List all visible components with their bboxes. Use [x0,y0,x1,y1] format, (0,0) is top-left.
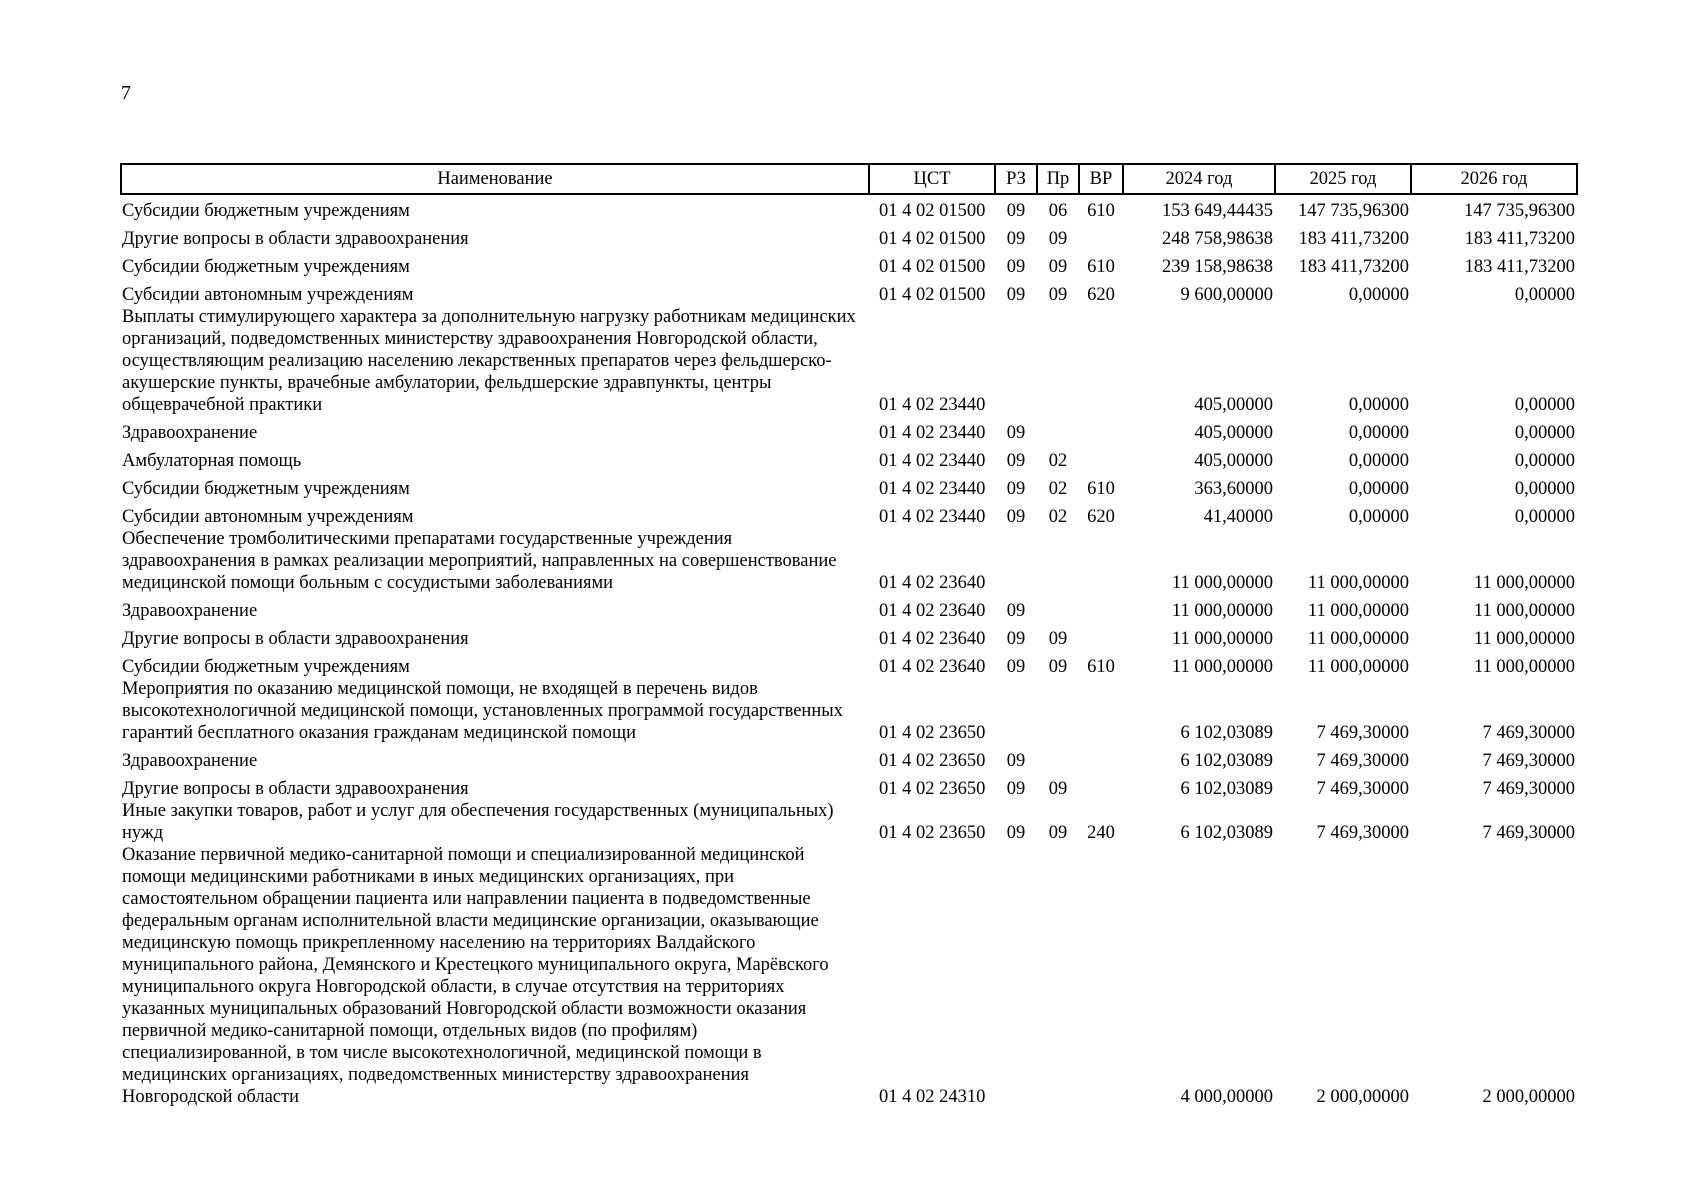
cell-cst: 01 4 02 23650 [879,779,986,799]
cell-2024: 405,00000 [1194,423,1273,443]
cell-2025: 7 469,30000 [1316,751,1409,771]
cell-rz: 09 [1006,451,1026,471]
cell-2025: 7 469,30000 [1316,723,1409,743]
cell-rz: 09 [1006,257,1026,277]
cell-2024: 405,00000 [1194,395,1273,415]
cell-2024: 6 102,03089 [1180,779,1273,799]
cell-2024: 11 000,00000 [1171,601,1273,621]
cell-pr: 09 [1048,779,1068,799]
cell-2024: 11 000,00000 [1171,629,1273,649]
header-pr: Пр [1037,164,1079,194]
cell-pr [1037,306,1079,416]
table-row [121,622,1577,650]
cell-rz: 09 [1006,751,1026,771]
cell-pr: 09 [1048,629,1068,649]
cell-2025: 0,00000 [1348,451,1409,471]
header-cst: ЦСТ [869,164,995,194]
table-row [121,416,1577,444]
cell-2026: 7 469,30000 [1482,823,1575,843]
cell-cst: 01 4 02 23440 [879,451,986,471]
cell-pr: 09 [1048,823,1068,843]
cell-vr [1079,222,1123,250]
cell-pr: 09 [1048,229,1068,249]
cell-cst: 01 4 02 24310 [879,1087,986,1107]
cell-cst: 01 4 02 01500 [879,257,986,277]
cell-name: Обеспечение тромболитическими препаратами государственные учреждения здравоохранения в рамках реализации мероприятий, направленных на совершенствование медицинской помощи больным с сосудистыми заболеваниями [122,529,837,593]
header-2026: 2026 год [1411,164,1577,194]
cell-pr: 09 [1048,657,1068,677]
cell-rz [995,678,1037,744]
cell-rz: 09 [1006,201,1026,221]
cell-2026: 147 735,96300 [1464,201,1575,221]
cell-cst: 01 4 02 01500 [879,201,986,221]
header-vr: ВР [1079,164,1123,194]
cell-vr: 620 [1087,507,1115,527]
cell-2024: 11 000,00000 [1171,657,1273,677]
cell-name: Субсидии бюджетным учреждениям [122,257,410,277]
cell-2024: 153 649,44435 [1162,201,1273,221]
cell-name: Субсидии автономным учреждениям [122,507,414,527]
cell-cst: 01 4 02 23440 [879,479,986,499]
cell-vr [1079,772,1123,800]
cell-2024: 363,60000 [1194,479,1273,499]
cell-name: Субсидии бюджетным учреждениям [122,201,410,221]
cell-cst: 01 4 02 01500 [879,229,986,249]
cell-name: Субсидии бюджетным учреждениям [122,479,410,499]
cell-rz [995,306,1037,416]
cell-name: Иные закупки товаров, работ и услуг для обеспечения государственных (муниципальных) нужд [122,801,834,843]
cell-2024: 6 102,03089 [1180,723,1273,743]
cell-rz: 09 [1006,629,1026,649]
table-header-row [121,164,1577,194]
cell-pr [1037,844,1079,1108]
cell-2025: 183 411,73200 [1298,257,1409,277]
cell-2024: 248 758,98638 [1162,229,1273,249]
cell-2026: 183 411,73200 [1464,257,1575,277]
cell-rz: 09 [1006,423,1026,443]
table-row [121,194,1577,222]
cell-cst: 01 4 02 23650 [879,723,986,743]
cell-name: Другие вопросы в области здравоохранения [122,229,469,249]
cell-pr [1037,528,1079,594]
cell-2026: 0,00000 [1514,423,1575,443]
cell-2025: 7 469,30000 [1316,823,1409,843]
cell-2026: 0,00000 [1514,479,1575,499]
table-row [121,306,1577,416]
cell-pr [1037,594,1079,622]
cell-vr [1079,306,1123,416]
cell-vr [1079,622,1123,650]
cell-2024: 4 000,00000 [1180,1087,1273,1107]
cell-pr: 02 [1048,451,1068,471]
cell-2026: 11 000,00000 [1473,657,1575,677]
cell-cst: 01 4 02 23640 [879,629,986,649]
cell-pr: 09 [1048,257,1068,277]
cell-vr [1079,594,1123,622]
cell-name: Выплаты стимулирующего характера за дополнительную нагрузку работникам медицинских организаций, подведомственных министерству здравоохранения Новгородской области, осуществляющим реализацию населению лекарственных препаратов через фельдшерско-акушерские пункты, врачебные амбулатории, фельдшерские здравпункты, центры общеврачебной практики [122,307,856,415]
cell-2025: 11 000,00000 [1307,657,1409,677]
cell-2025: 0,00000 [1348,285,1409,305]
table-body [121,194,1577,1108]
cell-2026: 0,00000 [1514,285,1575,305]
cell-2025: 0,00000 [1348,507,1409,527]
table-row [121,444,1577,472]
cell-2026: 11 000,00000 [1473,629,1575,649]
header-name: Наименование [121,164,869,194]
cell-vr [1079,528,1123,594]
table-row [121,250,1577,278]
table-row [121,594,1577,622]
cell-2025: 183 411,73200 [1298,229,1409,249]
cell-2025: 0,00000 [1348,395,1409,415]
cell-pr [1037,678,1079,744]
cell-2025: 7 469,30000 [1316,779,1409,799]
table-row [121,528,1577,594]
page-number: 7 [121,82,131,104]
cell-cst: 01 4 02 23650 [879,751,986,771]
cell-2026: 11 000,00000 [1473,573,1575,593]
cell-2024: 6 102,03089 [1180,751,1273,771]
cell-vr: 610 [1087,479,1115,499]
cell-name: Другие вопросы в области здравоохранения [122,629,469,649]
cell-cst: 01 4 02 23640 [879,601,986,621]
cell-2024: 405,00000 [1194,451,1273,471]
cell-rz: 09 [1006,229,1026,249]
cell-2025: 11 000,00000 [1307,629,1409,649]
cell-2026: 183 411,73200 [1464,229,1575,249]
cell-pr: 09 [1048,285,1068,305]
table-row [121,772,1577,800]
cell-vr: 610 [1087,657,1115,677]
cell-pr [1037,416,1079,444]
cell-2025: 0,00000 [1348,423,1409,443]
header-2025: 2025 год [1275,164,1411,194]
table-row [121,844,1577,1108]
cell-rz: 09 [1006,479,1026,499]
cell-cst: 01 4 02 23440 [879,423,986,443]
cell-2026: 0,00000 [1514,395,1575,415]
cell-2024: 6 102,03089 [1180,823,1273,843]
cell-2024: 41,40000 [1203,507,1273,527]
cell-name: Амбулаторная помощь [122,451,302,471]
header-2024: 2024 год [1123,164,1275,194]
budget-table [120,163,1578,1108]
cell-cst: 01 4 02 01500 [879,285,986,305]
table-row [121,500,1577,528]
table-row [121,222,1577,250]
cell-pr: 02 [1048,507,1068,527]
cell-name: Оказание первичной медико-санитарной помощи и специализированной медицинской помощи медицинскими работниками в иных медицинских организациях, при самостоятельном обращении пациента или направлении пациента в подведомственные федеральным органам исполнительной власти медицинские организации, оказывающие медицинскую помощь прикрепленному населению на территориях Валдайского муниципального района, Демянского и Крестецкого муниципального округа, Марёвского муниципального округа Новгородской области, в случае отсутствия на территориях указанных муниципальных образований Новгородской области возможности оказания первичной медико-санитарной помощи, отдельных видов (по профилям) специализированной, в том числе высокотехнологичной, медицинской помощи в медицинских организациях, подведомственных министерству здравоохранения Новгородской области [122,845,829,1107]
cell-rz: 09 [1006,823,1026,843]
header-rz: РЗ [995,164,1037,194]
cell-vr [1079,444,1123,472]
cell-name: Здравоохранение [122,751,258,771]
cell-2026: 0,00000 [1514,507,1575,527]
cell-name: Другие вопросы в области здравоохранения [122,779,469,799]
cell-vr [1079,844,1123,1108]
cell-2026: 7 469,30000 [1482,723,1575,743]
cell-rz [995,844,1037,1108]
cell-name: Субсидии бюджетным учреждениям [122,657,410,677]
cell-rz: 09 [1006,285,1026,305]
cell-pr: 06 [1048,201,1068,221]
table-row [121,278,1577,306]
cell-rz [995,528,1037,594]
cell-name: Мероприятия по оказанию медицинской помощи, не входящей в перечень видов высокотехнологичной медицинской помощи, установленных программой государственных гарантий бесплатного оказания гражданам медицинской помощи [122,679,843,743]
cell-2026: 7 469,30000 [1482,751,1575,771]
cell-vr [1079,416,1123,444]
cell-rz: 09 [1006,601,1026,621]
cell-2025: 0,00000 [1348,479,1409,499]
cell-cst: 01 4 02 23640 [879,573,986,593]
cell-cst: 01 4 02 23440 [879,395,986,415]
cell-vr: 620 [1087,285,1115,305]
cell-rz: 09 [1006,507,1026,527]
cell-2024: 239 158,98638 [1162,257,1273,277]
cell-name: Здравоохранение [122,601,258,621]
cell-2025: 147 735,96300 [1298,201,1409,221]
table-row [121,800,1577,844]
cell-vr [1079,744,1123,772]
cell-2026: 11 000,00000 [1473,601,1575,621]
cell-rz: 09 [1006,657,1026,677]
cell-2025: 11 000,00000 [1307,601,1409,621]
table-row [121,650,1577,678]
cell-rz: 09 [1006,779,1026,799]
cell-cst: 01 4 02 23440 [879,507,986,527]
table-row [121,678,1577,744]
cell-vr: 610 [1087,201,1115,221]
cell-vr: 610 [1087,257,1115,277]
cell-2025: 2 000,00000 [1316,1087,1409,1107]
cell-cst: 01 4 02 23650 [879,823,986,843]
table-row [121,744,1577,772]
cell-2025: 11 000,00000 [1307,573,1409,593]
cell-pr [1037,744,1079,772]
cell-2026: 2 000,00000 [1482,1087,1575,1107]
cell-vr [1079,678,1123,744]
cell-vr: 240 [1087,823,1115,843]
cell-cst: 01 4 02 23640 [879,657,986,677]
cell-name: Здравоохранение [122,423,258,443]
cell-pr: 02 [1048,479,1068,499]
cell-2024: 9 600,00000 [1180,285,1273,305]
cell-2026: 7 469,30000 [1482,779,1575,799]
table-row [121,472,1577,500]
cell-2024: 11 000,00000 [1171,573,1273,593]
cell-name: Субсидии автономным учреждениям [122,285,414,305]
cell-2026: 0,00000 [1514,451,1575,471]
